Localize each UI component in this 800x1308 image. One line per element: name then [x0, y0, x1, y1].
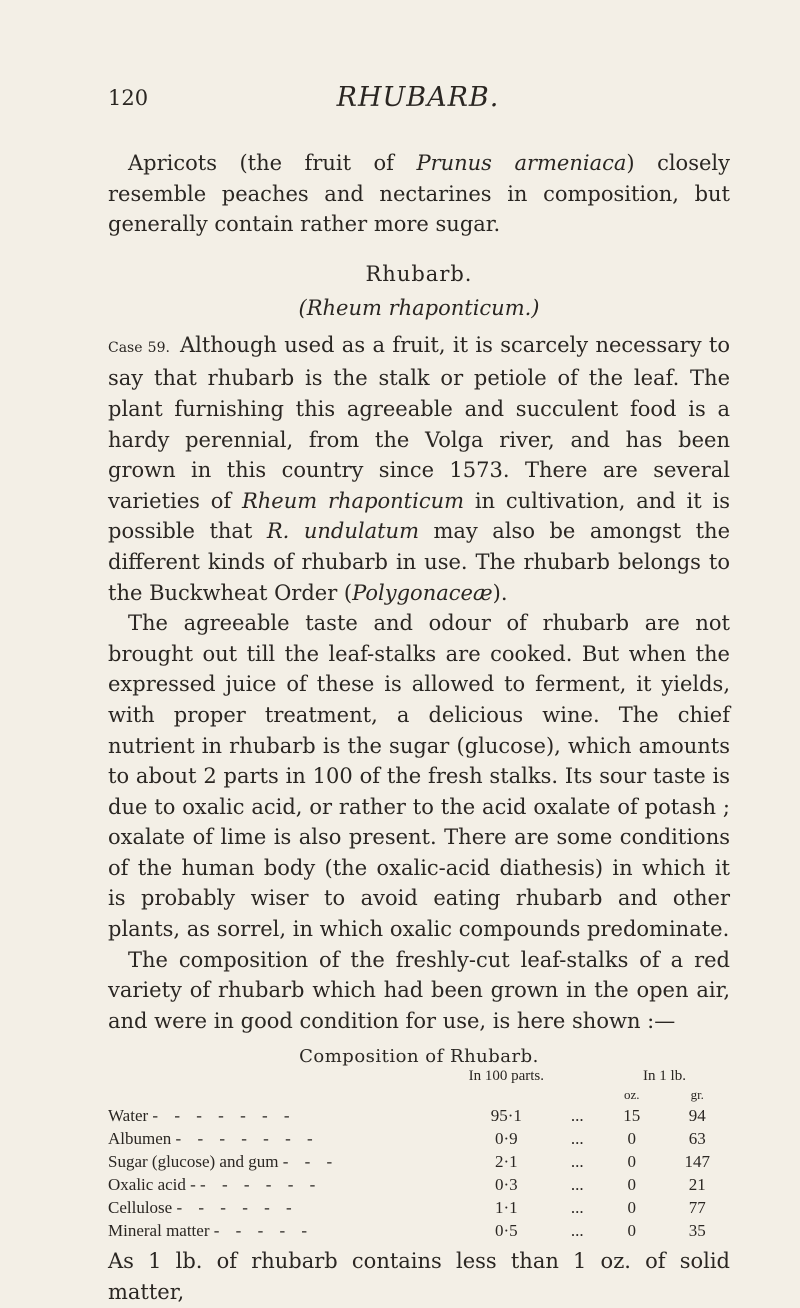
- row-sep: ...: [570, 1128, 584, 1148]
- row-pct: 0·3: [494, 1174, 518, 1194]
- unit-gr: gr.: [690, 1087, 704, 1103]
- case-label: Case 59.: [108, 339, 170, 356]
- col-header-pct: In 100 parts.: [468, 1068, 544, 1085]
- section-subheading: (Rheum rhaponticum.): [298, 295, 540, 320]
- table-row: [108, 1150, 730, 1173]
- paragraph-2: The agreeable taste and odour of rhubarb are not brought out till the leaf-stalks are cooked. But when the expressed juice of these is allowed to ferment, it yields, with proper treatment, a delicious wine. The chief nutrient in rhubarb is the sugar (glucose), which amounts to about 2 parts in 100 of the fresh stalks. Its sour taste is due to oxalic acid, or rather to the acid oxalate of potash ; oxalate of lime is also present. There are some conditions of the human body (the oxalic-acid diathesis) in which it is probably wiser to avoid eating rhubarb and other plants, as sorrel, in which oxalic compounds predominate.: [108, 611, 730, 942]
- row-gr: 63: [688, 1128, 706, 1148]
- row-gr: 35: [688, 1220, 706, 1240]
- row-gr: 77: [688, 1197, 706, 1217]
- row-name: Mineral matter - - - - -: [108, 1220, 314, 1240]
- paragraph-3: The composition of the freshly-cut leaf-stalks of a red variety of rhubarb which had been grown in the open air, and were in good condition for use, is here shown :—: [108, 947, 730, 1033]
- row-sep: ...: [570, 1174, 584, 1194]
- table-row: [108, 1173, 730, 1196]
- row-name: Oxalic acid - - - - - - -: [108, 1174, 322, 1194]
- row-oz: 0: [627, 1220, 637, 1240]
- row-sep: ...: [570, 1105, 584, 1125]
- row-oz: 0: [627, 1128, 637, 1148]
- table-row: [108, 1104, 730, 1127]
- row-pct: 1·1: [494, 1197, 518, 1217]
- row-gr: 94: [688, 1105, 706, 1125]
- intro-paragraph: Apricots (the fruit of Prunus armeniaca) closely resemble peaches and nectarines in composition, but generally contain rather more sugar.: [108, 151, 730, 237]
- row-pct: 0·9: [494, 1128, 518, 1148]
- row-oz: 0: [627, 1174, 637, 1194]
- row-oz: 15: [623, 1105, 641, 1125]
- row-name: Cellulose - - - - - -: [108, 1197, 298, 1217]
- row-name: Water - - - - - - -: [108, 1105, 296, 1125]
- row-pct: 0·5: [494, 1220, 518, 1240]
- row-gr: 21: [688, 1174, 706, 1194]
- case-paragraph: Case 59. Although used as a fruit, it is scarcely necessary to say that rhubarb is the stalk or petiole of the leaf. The plant furnishing this agreeable and succulent food is a hardy perennial, from the Volga river, and has been grown in this country since 1573. There are several varieties of Rheum rhaponticum in cultivation, and it is possible that R. undulatum may also be amongst the different kinds of rhubarb in use. The rhubarb belongs to the Buckwheat Order (Polygonaceæ).: [108, 332, 730, 605]
- page-header: [108, 82, 728, 126]
- col-header-lb: In 1 lb.: [643, 1068, 686, 1085]
- row-name: Sugar (glucose) and gum - - -: [108, 1151, 339, 1171]
- row-pct: 2·1: [494, 1151, 518, 1171]
- row-pct: 95·1: [490, 1105, 522, 1125]
- row-name: Albumen - - - - - - -: [108, 1128, 319, 1148]
- body-text: [108, 148, 730, 1308]
- row-gr: 147: [684, 1151, 710, 1171]
- table-row: [108, 1196, 730, 1219]
- running-title: RHUBARB.: [336, 82, 500, 113]
- table-title: Composition of Rhubarb.: [299, 1046, 539, 1068]
- composition-table: [108, 1067, 730, 1242]
- table-row: [108, 1219, 730, 1242]
- page-number: 120: [108, 86, 149, 110]
- row-sep: ...: [570, 1220, 584, 1240]
- row-oz: 0: [627, 1197, 637, 1217]
- row-oz: 0: [627, 1151, 637, 1171]
- row-sep: ...: [570, 1151, 584, 1171]
- table-row: [108, 1127, 730, 1150]
- section-heading: Rhubarb.: [365, 261, 473, 286]
- row-sep: ...: [570, 1197, 584, 1217]
- closing-line: As 1 lb. of rhubarb contains less than 1 oz. of solid matter,: [108, 1249, 730, 1305]
- unit-oz: oz.: [624, 1087, 640, 1103]
